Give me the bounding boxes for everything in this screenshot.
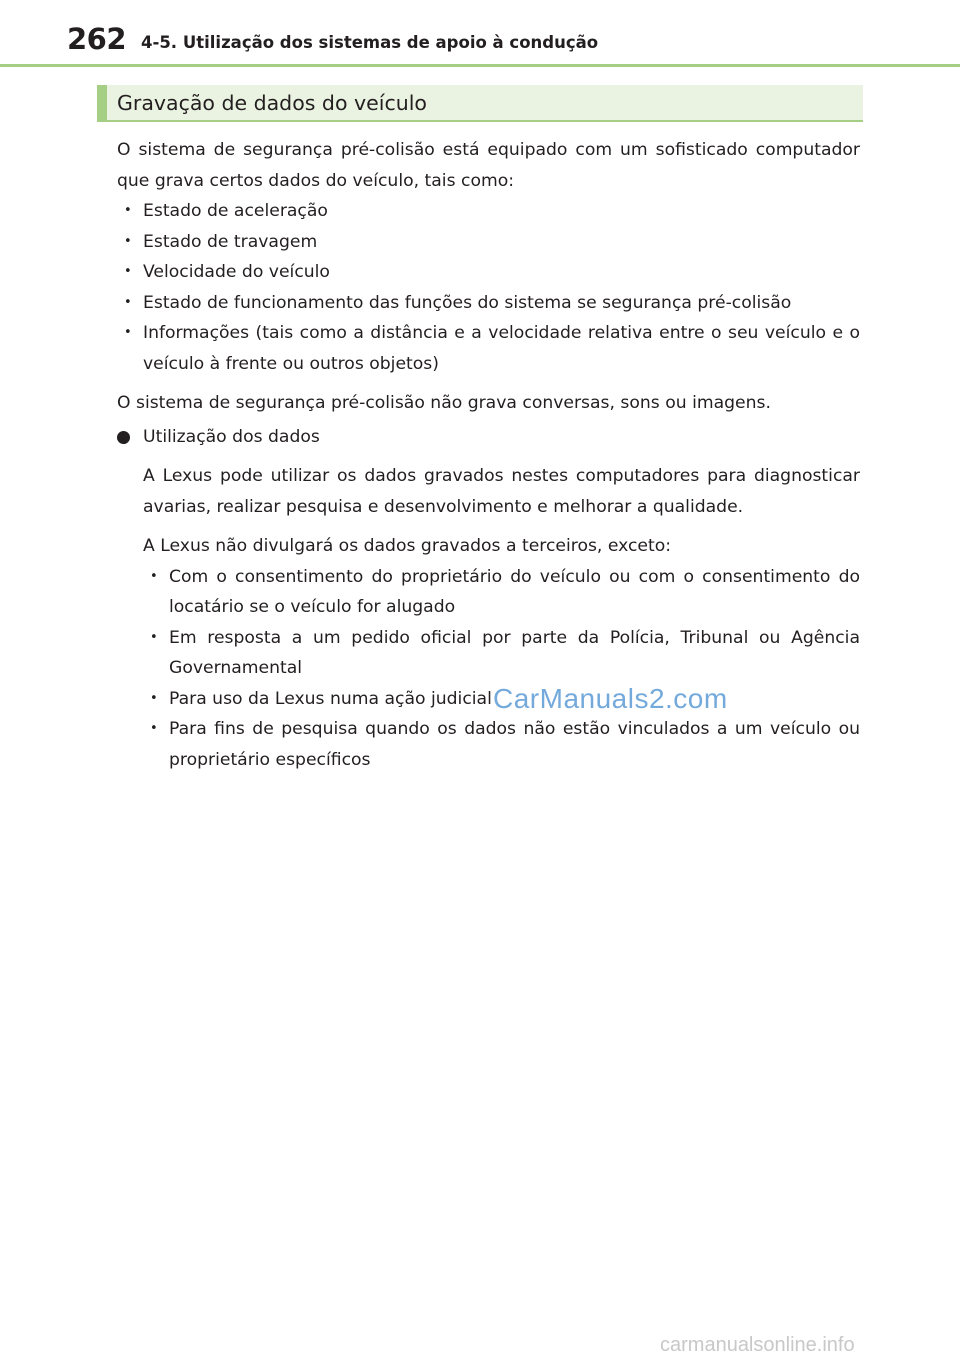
list-item: • Estado de travagem: [117, 227, 860, 258]
data-usage-body: [117, 461, 860, 775]
site-watermark: CarManuals2.com: [493, 683, 728, 714]
chapter-title: 4-5. Utilização dos sistemas de apoio à condução: [141, 33, 599, 52]
data-usage-heading: [117, 422, 860, 453]
data-usage-heading-text: Utilização dos dados: [143, 426, 320, 447]
list-item: • Com o consentimento do proprietário do veículo ou com o consentimento do locatário se o veículo for alugado: [143, 562, 860, 623]
list-item: • Estado de aceleração: [117, 196, 860, 227]
section-title: Gravação de dados do veículo: [117, 91, 427, 115]
no-recording-note: O sistema de segurança pré-colisão não grava conversas, sons ou imagens.: [117, 393, 771, 413]
disclosure-exceptions-list: [143, 562, 860, 776]
list-item: • Para fins de pesquisa quando os dados não estão vinculados a um veículo ou proprietário específicos: [143, 714, 860, 775]
footer-watermark: carmanualsonline.info: [660, 1334, 855, 1356]
list-item: • Estado de funcionamento das funções do sistema se segurança pré-colisão: [117, 288, 860, 319]
list-item: • Para uso da Lexus numa ação judicial: [143, 684, 860, 715]
page-header: [0, 0, 960, 70]
section-heading-bar: [97, 85, 863, 122]
list-item: • Em resposta a um pedido oficial por parte da Polícia, Tribunal ou Agência Governamental: [143, 623, 860, 684]
data-usage-paragraph: A Lexus pode utilizar os dados gravados nestes computadores para diagnosticar avarias, realizar pesquisa e desenvolvimento e melhorar a qualidade.: [143, 466, 860, 517]
list-item: • Velocidade do veículo: [117, 257, 860, 288]
header-divider: [0, 64, 960, 67]
list-item: • Informações (tais como a distância e a velocidade relativa entre o seu veículo e o veículo à frente ou outros objetos): [117, 318, 860, 379]
page-number: 262: [67, 22, 127, 56]
bullet-circle-icon: [117, 431, 130, 444]
intro-paragraph: O sistema de segurança pré-colisão está equipado com um sofisticado computador que grava certos dados do veículo, tais como:: [117, 140, 860, 191]
page-content: [117, 135, 860, 775]
disclosure-paragraph: A Lexus não divulgará os dados gravados a terceiros, exceto:: [143, 536, 672, 556]
recorded-data-list: [117, 196, 860, 379]
